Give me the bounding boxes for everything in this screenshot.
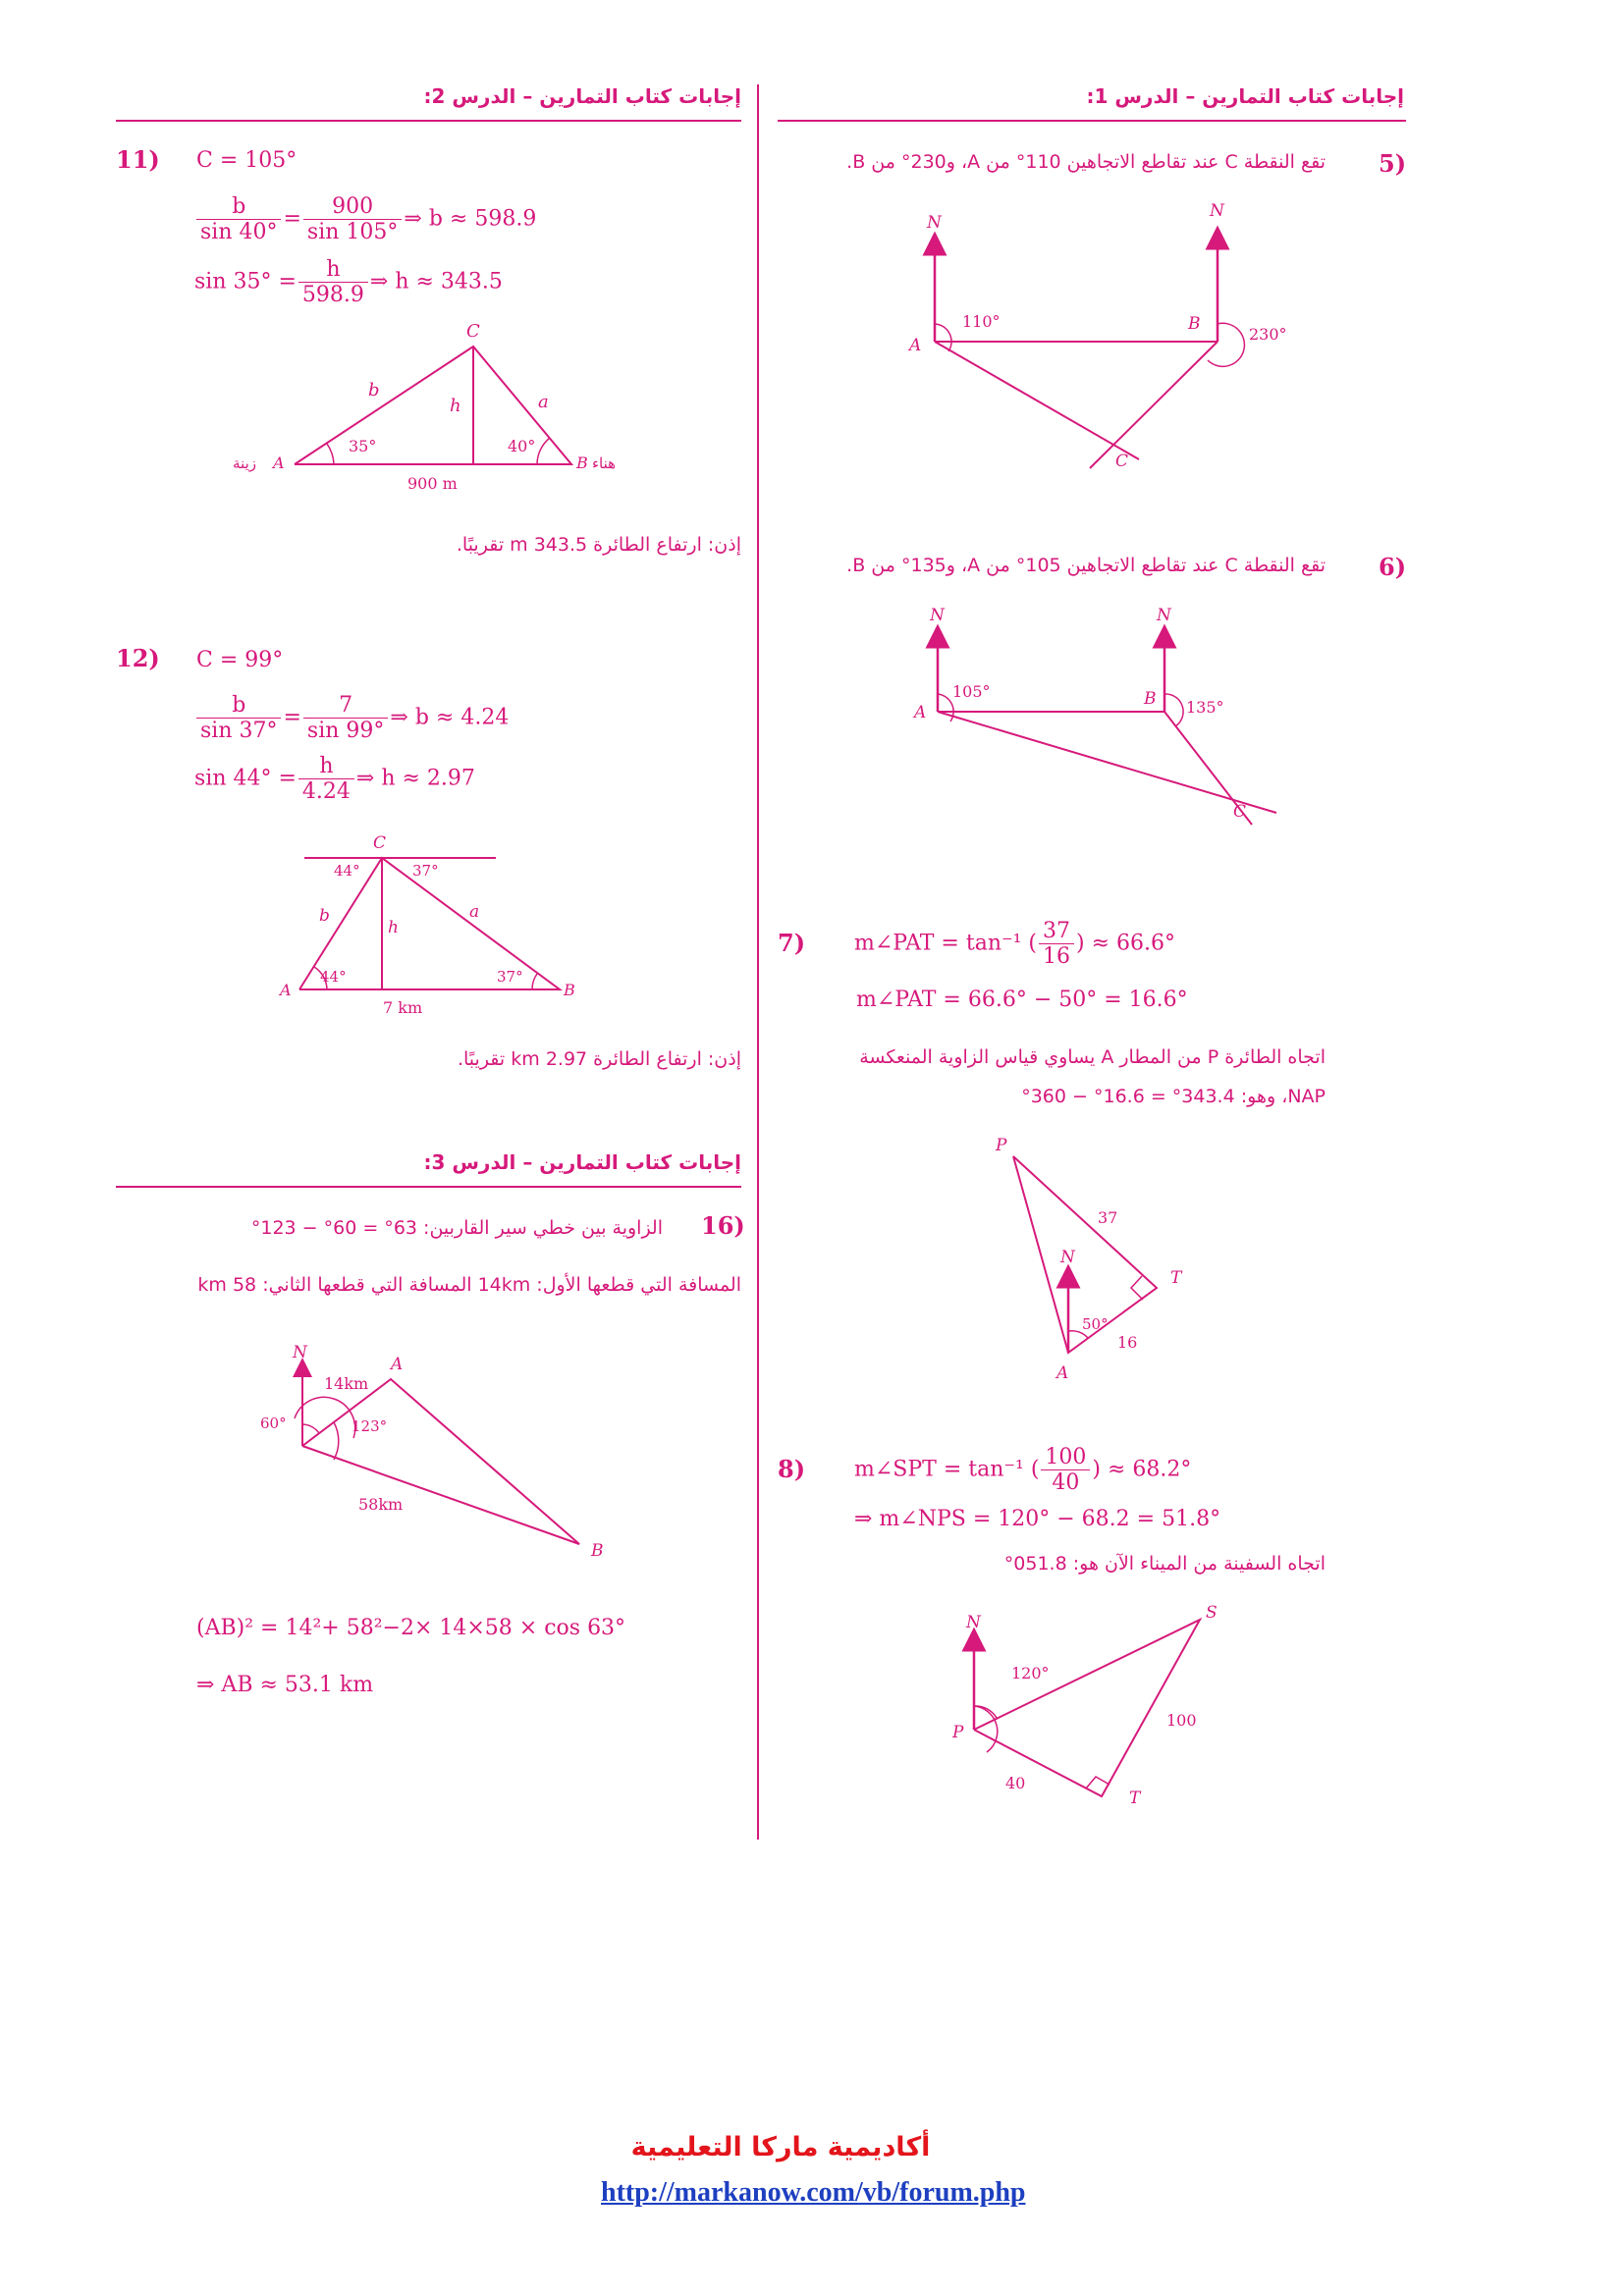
- ex7-explanation-line2: NAP، وهو: 343.4° = 16.6° − 360°: [1021, 1086, 1326, 1107]
- exercise-11-number: 11): [116, 145, 160, 174]
- ex12-frac1-den: sin 37°: [200, 719, 278, 743]
- ex12-h-result: ⇒ h ≈ 2.97: [355, 766, 475, 791]
- ex8-label-n: N: [966, 1613, 981, 1632]
- ex16-label-b: B: [591, 1541, 604, 1561]
- ex16-distance-58: 58km: [358, 1495, 404, 1514]
- ex12-frac2-den: sin 99°: [306, 719, 385, 743]
- ex11-angle-40: 40°: [508, 437, 536, 455]
- ex16-angle-123: 123°: [352, 1417, 388, 1435]
- ex12-top-left-angle: 44°: [334, 862, 360, 880]
- ex12-label-h: h: [388, 918, 399, 937]
- ex7-difference: m∠PAT = 66.6° − 50° = 16.6°: [856, 988, 1188, 1012]
- ex12-label-a: a: [469, 902, 480, 922]
- lesson-1-header: إجابات كتاب التمارين – الدرس 1:: [1086, 84, 1404, 108]
- column-divider: [757, 84, 759, 1840]
- ex12-label-B: B: [564, 981, 575, 999]
- ex11-frac2-den: sin 105°: [306, 220, 399, 244]
- ex6-diagram: [893, 599, 1286, 834]
- ex5-text: تقع النقطة C عند تقاطع الاتجاهين 110° من A، و230° من B.: [846, 151, 1326, 173]
- ex8-arctan-lhs: m∠SPT = tan⁻¹ (: [854, 1457, 1040, 1482]
- ex6-text: تقع النقطة C عند تقاطع الاتجاهين 105° من A، و135° من B.: [846, 555, 1326, 576]
- ex11-frac3-num: h: [298, 257, 368, 283]
- ex12-angle-a: 44°: [320, 968, 347, 986]
- ex16-result: ⇒ AB ≈ 53.1 km: [196, 1673, 374, 1697]
- ex11-label-a: a: [538, 392, 549, 412]
- ex5-diagram: [884, 196, 1296, 481]
- ex16-cosine-law: (AB)² = 14²+ 58²−2× 14×58 × cos 63°: [196, 1616, 626, 1640]
- academy-name: أكاديمية ماركا التعليمية: [630, 2132, 931, 2163]
- ex7-label-t: T: [1170, 1268, 1182, 1288]
- ex8-arctan-rhs: ) ≈ 68.2°: [1092, 1457, 1192, 1482]
- ex7-frac-num: 37: [1039, 919, 1074, 944]
- header-rule-right: [778, 120, 1406, 122]
- ex12-sine-lhs: sin 44° =: [194, 766, 297, 791]
- ex8-side-100: 100: [1166, 1711, 1197, 1730]
- ex11-label-h: h: [450, 396, 461, 416]
- ex8-label-t: T: [1129, 1789, 1141, 1808]
- ex6-label-c: C: [1233, 802, 1247, 822]
- ex12-triangle-diagram: [265, 825, 575, 1021]
- ex11-law-of-sines: $\frac{b}{\sin 40^\circ}$ = $\frac{900}{\sin 105^\circ}$ ⇒ b ≈ 598.9: [194, 194, 536, 244]
- ex8-side-40: 40: [1005, 1774, 1026, 1792]
- header-rule-lesson3: [116, 1186, 741, 1188]
- ex16-distance-14: 14km: [324, 1374, 369, 1393]
- ex5-angle-230: 230°: [1249, 325, 1287, 344]
- ex8-diagram: [943, 1600, 1237, 1816]
- ex12-label-A: A: [280, 981, 292, 999]
- ex11-frac1-den: sin 40°: [200, 220, 278, 244]
- ex7-side-16: 16: [1117, 1333, 1138, 1352]
- ex6-label-n2: N: [1157, 606, 1171, 625]
- ex5-angle-110: 110°: [962, 312, 1001, 331]
- ex12-label-b: b: [319, 906, 330, 926]
- ex16-distance-text: المسافة التي قطعها الأول: 14km المسافة التي قطعها الثاني: 58 km: [197, 1274, 741, 1296]
- ex12-top-right-angle: 37°: [412, 862, 439, 880]
- ex5-label-c: C: [1115, 452, 1129, 471]
- ex7-label-n: N: [1060, 1248, 1075, 1267]
- ex12-frac2-num: 7: [303, 693, 388, 719]
- ex7-diagram: [982, 1129, 1218, 1384]
- ex11-label-b: b: [368, 380, 380, 400]
- ex12-frac1-num: b: [196, 693, 281, 719]
- ex12-angle-b: 37°: [497, 968, 523, 986]
- ex12-base-length: 7 km: [383, 998, 423, 1017]
- ex6-label-b: B: [1144, 689, 1157, 709]
- ex16-angle-text: الزاوية بين خطي سير القاربين: 63° = 60° − 123°: [250, 1217, 663, 1239]
- ex8-frac-num: 100: [1041, 1445, 1090, 1470]
- ex11-conclusion: إذن: ارتفاع الطائرة 343.5 m تقريبًا.: [456, 534, 741, 556]
- ex12-conclusion: إذن: ارتفاع الطائرة 2.97 km تقريبًا.: [457, 1048, 741, 1070]
- exercise-7-number: 7): [778, 929, 806, 957]
- ex11-h-result: ⇒ h ≈ 343.5: [369, 269, 503, 294]
- ex11-base-length: 900 m: [407, 474, 458, 493]
- ex11-frac2-num: 900: [303, 194, 402, 220]
- ex12-sine-height: [194, 754, 475, 804]
- ex7-arctan-rhs: ) ≈ 66.6°: [1076, 931, 1175, 956]
- ex6-angle-135: 135°: [1186, 698, 1224, 717]
- exercise-12-number: 12): [116, 644, 160, 672]
- ex5-label-a: A: [909, 336, 922, 355]
- header-rule-left: [116, 120, 741, 122]
- ex6-angle-105: 105°: [952, 682, 991, 701]
- exercise-8-number: 8): [778, 1455, 806, 1483]
- exercise-5-number: 5): [1379, 149, 1407, 178]
- ex8-difference: ⇒ m∠NPS = 120° − 68.2 = 51.8°: [854, 1507, 1221, 1531]
- ex7-label-a: A: [1056, 1363, 1069, 1383]
- ex8-arctan: [854, 1445, 1191, 1495]
- ex11-triangle-diagram: [216, 319, 648, 506]
- ex6-label-a: A: [914, 703, 927, 722]
- ex11-b-result: ⇒ b ≈ 598.9: [404, 206, 537, 232]
- ex11-label-B-word: هناء: [592, 454, 617, 472]
- lesson-2-header: إجابات كتاب التمارين – الدرس 2:: [423, 84, 741, 108]
- ex16-label-a: A: [391, 1355, 404, 1374]
- ex7-frac-den: 16: [1043, 944, 1070, 969]
- ex11-sine-height: [194, 257, 503, 307]
- ex5-label-b: B: [1188, 314, 1201, 334]
- ex11-label-c: C: [466, 321, 480, 342]
- ex11-frac1-num: b: [196, 194, 281, 220]
- ex12-angle-c: C = 99°: [196, 648, 284, 672]
- exercise-6-number: 6): [1379, 553, 1407, 581]
- ex8-angle-120: 120°: [1011, 1664, 1050, 1682]
- ex11-label-B: B: [576, 454, 588, 472]
- exercise-16-number: 16): [701, 1211, 745, 1240]
- ex16-label-n: N: [293, 1343, 307, 1362]
- ex8-label-s: S: [1206, 1603, 1218, 1623]
- ex6-label-n1: N: [930, 606, 945, 625]
- ex8-frac-den: 40: [1052, 1470, 1080, 1495]
- ex12-law-of-sines: $\frac{b}{\sin 37^\circ}$ = $\frac{7}{\sin 99^\circ}$ ⇒ b ≈ 4.24: [194, 693, 509, 743]
- ex16-angle-60: 60°: [260, 1415, 287, 1432]
- ex11-frac3-den: 598.9: [301, 283, 364, 307]
- ex7-label-p: P: [996, 1136, 1007, 1155]
- ex11-label-A: A: [273, 454, 285, 472]
- ex11-angle-35: 35°: [349, 437, 377, 455]
- ex7-arctan: [854, 919, 1175, 969]
- ex7-side-37: 37: [1098, 1208, 1118, 1227]
- ex8-bearing-text: اتجاه السفينة من الميناء الآن هو: 051.8°: [1003, 1553, 1326, 1575]
- ex12-frac3-den: 4.24: [301, 779, 351, 804]
- forum-link[interactable]: http://markanow.com/vb/forum.php: [601, 2177, 1026, 2208]
- ex5-label-n2: N: [1210, 201, 1224, 221]
- ex7-explanation-line1: اتجاه الطائرة P من المطار A يساوي قياس الزاوية المنعكسة: [859, 1046, 1326, 1068]
- ex12-label-c: C: [373, 833, 387, 853]
- ex11-label-A-word: زينة: [233, 454, 256, 472]
- ex7-arctan-lhs: m∠PAT = tan⁻¹ (: [854, 931, 1037, 956]
- ex5-label-n1: N: [927, 213, 942, 233]
- ex12-b-result: ⇒ b ≈ 4.24: [390, 705, 510, 730]
- ex8-label-p: P: [952, 1723, 964, 1742]
- ex16-diagram: [245, 1330, 619, 1566]
- ex11-angle-c: C = 105°: [196, 148, 298, 173]
- ex7-angle-50: 50°: [1082, 1315, 1109, 1333]
- lesson-3-header: إجابات كتاب التمارين – الدرس 3:: [423, 1150, 741, 1174]
- ex11-sine-lhs: sin 35° =: [194, 269, 297, 294]
- ex12-frac3-num: h: [298, 754, 354, 779]
